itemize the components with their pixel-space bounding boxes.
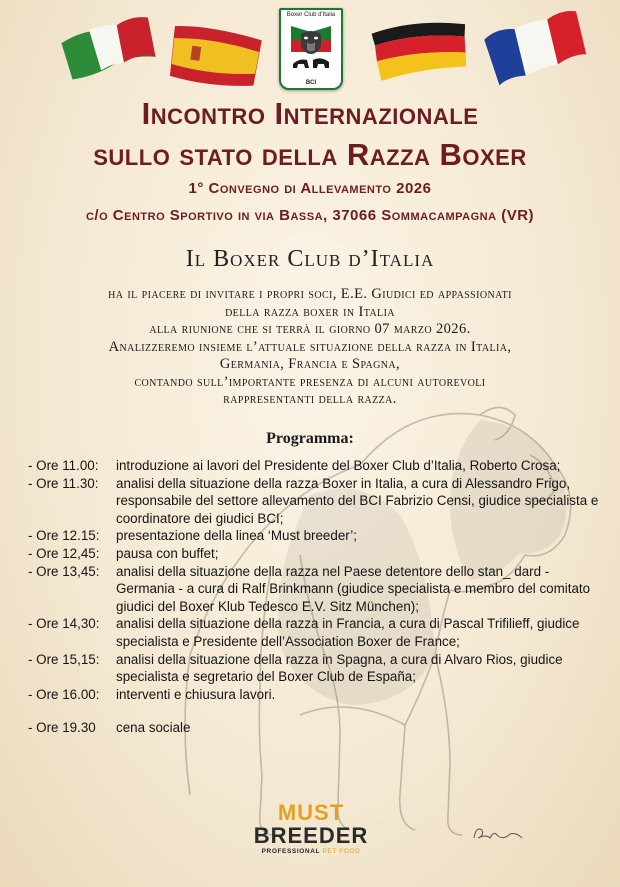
program-time: - Ore 12,45:	[28, 545, 100, 561]
germany-flag-icon	[368, 18, 473, 84]
program-desc: analisi della situazione della razza Boxer in Italia, a cura di Alessandro Frigo, responsabile del settore allevamento del BCI Fabrizio Censi, giudice specialista e coordinatore dei giudici BCI;	[116, 475, 599, 526]
title-line-2: sullo stato della Razza Boxer	[93, 137, 527, 172]
location: c/o Centro Sportivo in via Bassa, 37066 Sommacampagna (VR)	[85, 207, 535, 224]
program-item	[28, 651, 608, 686]
program-time: - Ore 13,45:	[28, 563, 100, 579]
program-item	[28, 457, 608, 475]
italy-flag-icon	[58, 10, 158, 86]
program-time: - Ore 19.30	[28, 720, 96, 736]
sponsor-line-2: BREEDER	[253, 823, 369, 848]
program-list	[28, 457, 608, 737]
invitation-text	[20, 286, 600, 409]
program-item	[28, 686, 608, 704]
artist-signature	[470, 822, 530, 846]
program-time: - Ore 16.00:	[28, 686, 100, 702]
program-title: Programma:	[266, 430, 354, 447]
club-logo	[279, 8, 343, 90]
subtitle: 1° Convegno di Allevamento 2026	[188, 180, 432, 197]
boxer-dog-icon	[287, 22, 335, 74]
program-time: - Ore 11.30:	[28, 475, 99, 491]
sponsor-logo	[252, 802, 370, 855]
program-item	[28, 563, 608, 616]
france-flag-icon	[480, 6, 590, 86]
program-item	[28, 527, 608, 545]
logo-abbr: BCI	[305, 80, 317, 86]
invitation-line: ha il piacere di invitare i propri soci, E.E. Giudici ed appassionati	[108, 286, 512, 302]
program-desc: cena sociale	[116, 720, 191, 736]
invitation-line: contando sull’importante presenza di alcuni autorevoli	[134, 373, 486, 390]
sponsor-tag-a: PROFESSIONAL	[261, 848, 321, 855]
program-desc: pausa con buffet;	[116, 545, 219, 561]
program-desc: analisi della situazione della razza nel Paese detentore dello stan_ dard - Germania - a cura di Ralf Brinkmann (giudice specialista e membro del comitato giudici del Boxer Klub Tedesco E.V. Sitz München);	[116, 563, 591, 614]
spain-flag-icon	[165, 22, 265, 92]
sponsor-tagline	[252, 848, 370, 855]
program-time: - Ore 15,15:	[28, 651, 100, 667]
program-item	[28, 719, 608, 737]
club-name: Il Boxer Club d’Italia	[185, 246, 435, 272]
sponsor-tag-b: PET FOOD	[322, 848, 361, 855]
program-desc: analisi della situazione della razza in Francia, a cura di Pascal Trifilieff, giudice specialista e Presidente dell’Association Boxer de France;	[116, 616, 580, 649]
invitation-line: alla riunione che si terrà il giorno 07 marzo 2026.	[149, 321, 471, 337]
program-item	[28, 545, 608, 563]
program-item	[28, 475, 608, 528]
program-time: - Ore 12.15:	[28, 528, 100, 544]
program-item	[28, 615, 608, 650]
program-desc: presentazione della linea ‘Must breeder’;	[116, 528, 357, 544]
title-line-1: Incontro Internazionale	[141, 96, 479, 131]
program-desc: interventi e chiusura lavori.	[116, 686, 276, 702]
invitation-line: Analizzeremo insieme l’attuale situazione della razza in Italia,	[108, 338, 512, 355]
logo-name: Boxer Club d'Italia	[286, 12, 336, 18]
program-time: - Ore 11.00:	[28, 458, 99, 473]
program-desc: analisi della situazione della razza in Spagna, a cura di Alvaro Rios, giudice specialista e segretario del Boxer Club de España;	[116, 651, 563, 685]
sponsor-line-1: MUST	[277, 800, 345, 825]
program-time: - Ore 14,30:	[28, 616, 100, 632]
program-desc: introduzione ai lavori del Presidente del Boxer Club d’Italia, Roberto Crosa;	[116, 458, 561, 473]
invitation-line: della razza boxer in Italia	[225, 303, 395, 320]
invitation-line: Germania, Francia e Spagna,	[219, 356, 401, 372]
invitation-line: rappresentanti della razza.	[223, 391, 397, 407]
